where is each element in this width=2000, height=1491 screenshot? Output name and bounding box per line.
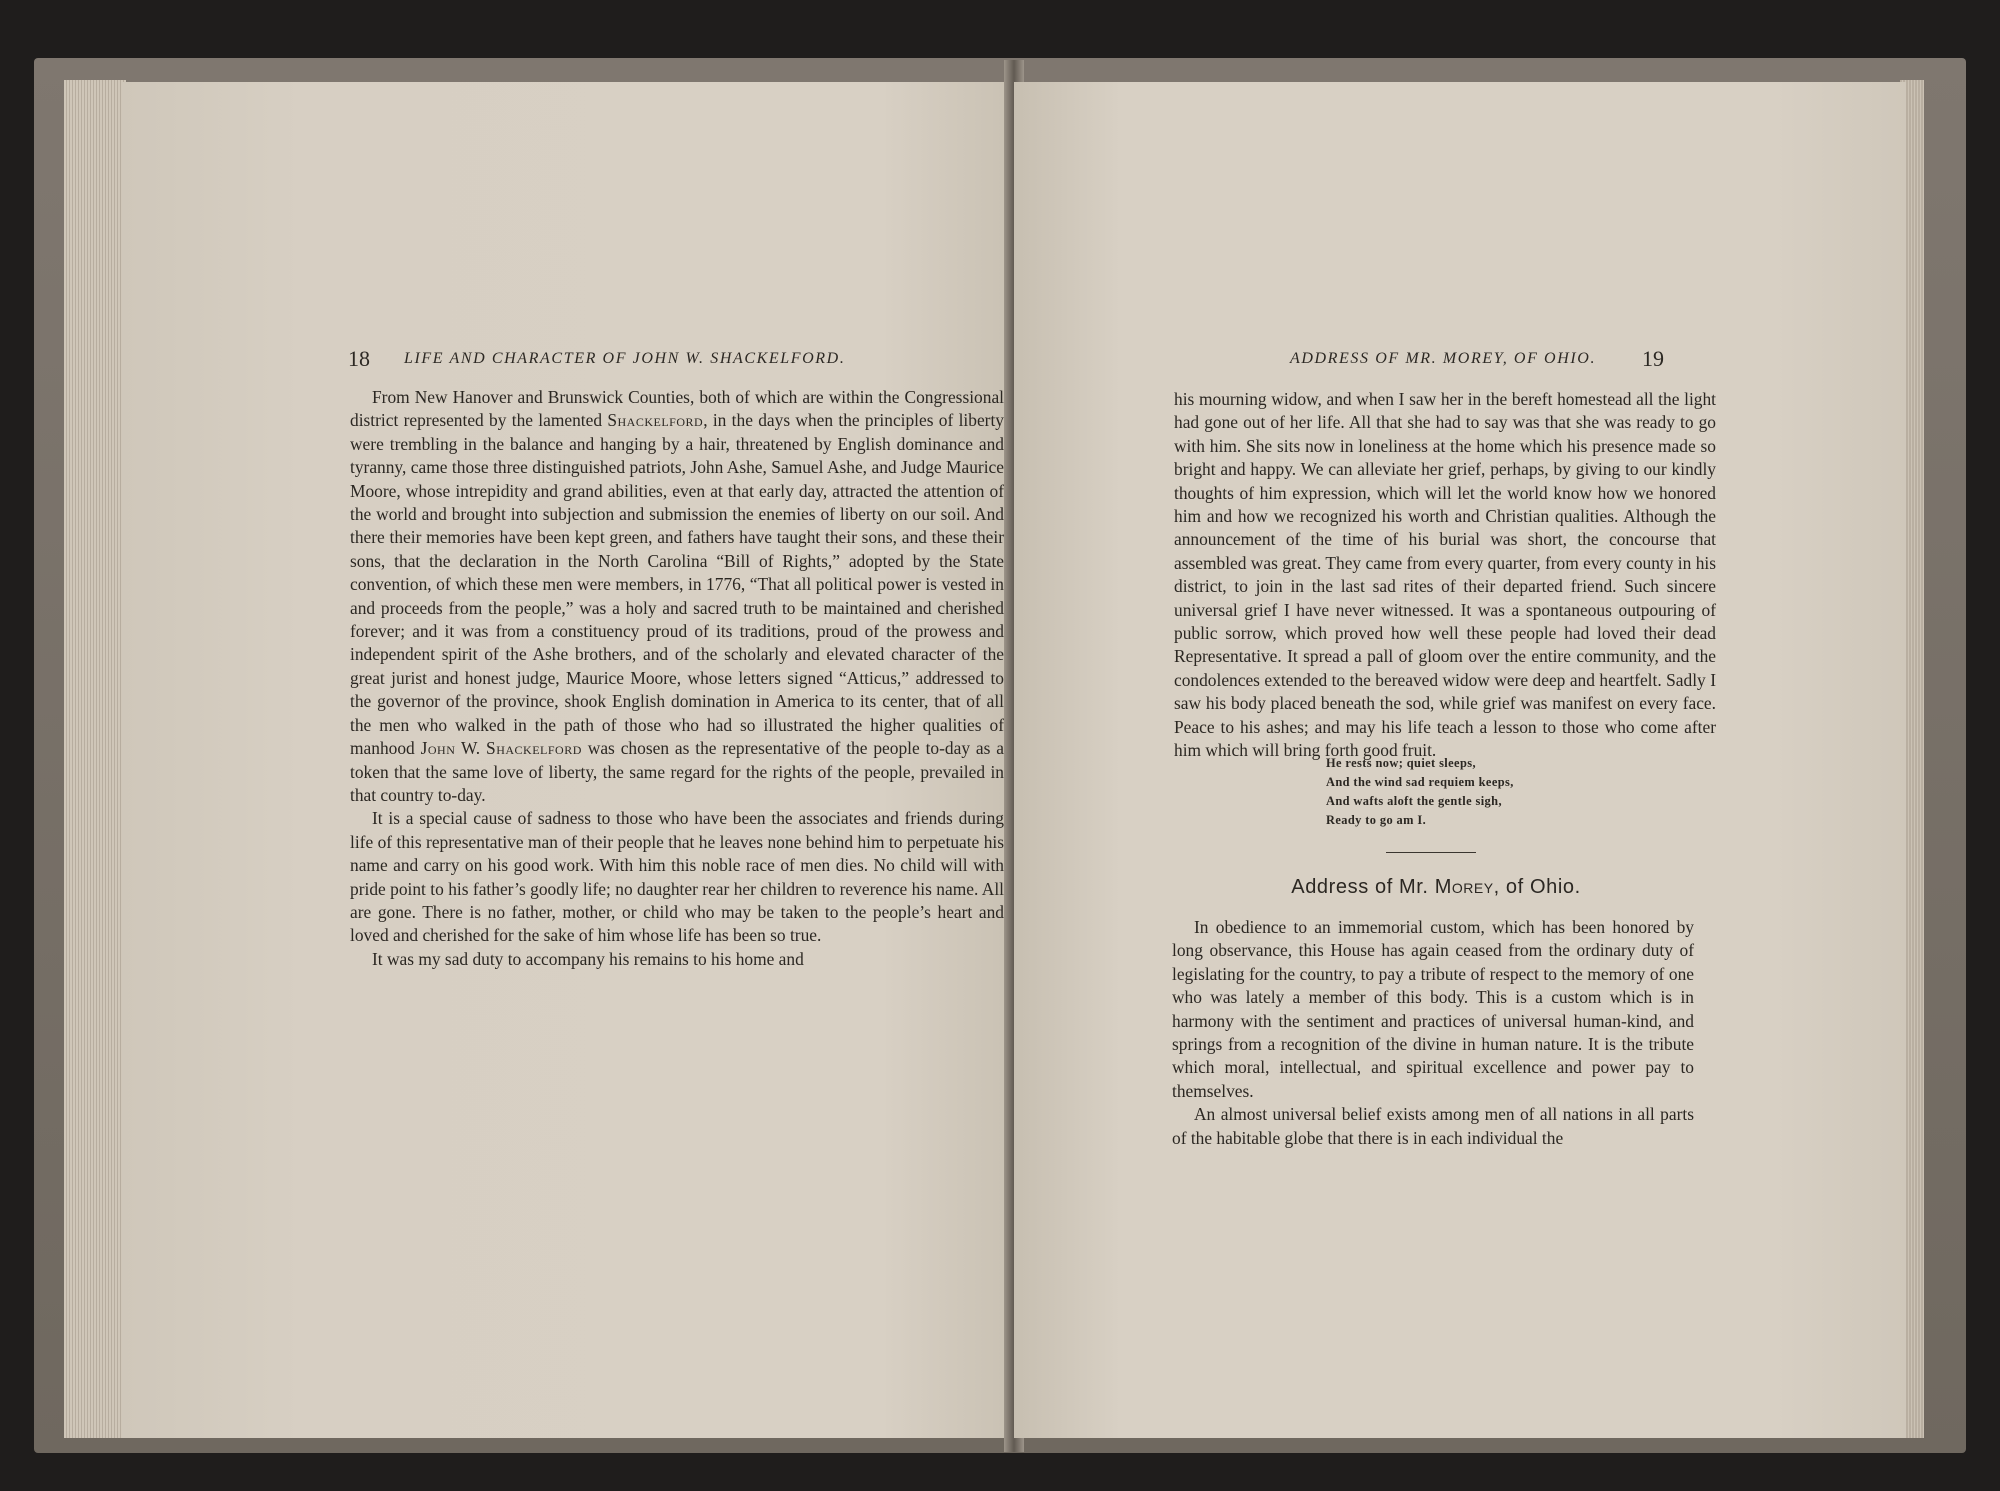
address-text xyxy=(1172,916,1694,1150)
page-number: 18 xyxy=(348,346,370,371)
poem-line: And wafts aloft the gentle sigh, xyxy=(1326,794,1502,808)
text-run: W. xyxy=(455,738,487,759)
paragraph: In obedience to an immemorial custom, which has been honored by long observance, this House has again ceased from the ordinary duty of legislating for the country, to pay a tribute of respect to the memory of one who was lately a member of this body. This is a custom which is in harmony with the sentiment and practices of universal human-kind, and springs from a recognition of the divine in human nature. It is the tribute which moral, intellectual, and spiritual excellence and power pay to themselves. xyxy=(1172,917,1694,1101)
paragraph: It is a special cause of sadness to those who have been the associates and friends during life of this representative man of their people that he leaves none behind him to perpetuate his name and carry on his good work. With him this noble race of men dies. No child will with pride point to his father’s goodly life; no daughter rear her children to reverence his name. All are gone. There is no father, mother, or child who may be taken to the people’s heart and loved and cherished for the sake of him whose life has been so true. xyxy=(350,808,1004,946)
poem-line: And the wind sad requiem keeps, xyxy=(1326,775,1514,789)
page-edges-left xyxy=(64,80,126,1438)
text-run: was chosen as the representative of the people to-day as a token that the same love of liberty, the same regard for the rights of the people, prevailed in that country to-day. xyxy=(350,738,1005,805)
heading-text: Address of Mr. xyxy=(1291,876,1435,898)
paragraph: An almost universal belief exists among men of all nations in all parts of the habitable globe that there is in each individual the xyxy=(1172,1104,1694,1148)
poem-line: He rests now; quiet sleeps, xyxy=(1326,756,1476,770)
paragraph: It was my sad duty to accompany his remains to his home and xyxy=(372,948,804,969)
section-heading xyxy=(1176,876,1696,899)
name-smallcaps: Shackelford xyxy=(486,738,582,759)
page-number: 19 xyxy=(1642,346,1664,371)
poem xyxy=(1326,754,1514,830)
poem-line: Ready to go am I. xyxy=(1326,813,1427,827)
heading-name: Morey xyxy=(1434,876,1494,898)
paragraph xyxy=(350,386,1004,807)
text-run: , in the days when the principles of liberty were trembling in the balance and hanging by a hair, threatened by English dominance and tyranny, came those three distinguished patriots, John Ashe, Samuel Ashe, and Judge Maurice Moore, whose intrepidity and grand abilities, even at that early day, attracted the attention of the world and brought into subjection and submission the enemies of liberty on our soil. And there their memories have been kept green, and fathers have taught their sons, and these their sons, that the declaration in the North Carolina “Bill of Rights,” adopted by the State convention, of which these men were members, in 1776, “That all political power is vested in and proceeds from the people,” was a holy and sacred truth to be maintained and cherished forever; and it was from a constituency proud of its traditions, proud of the prowess and independent spirit of the Ashe brothers, and of the scholarly and elevated character of the great jurist and honest judge, Maurice Moore, whose letters signed “Atticus,” addressed to the governor of the province, shook English domination in America to its center, that of all the men who walked in the path of those who had so illustrated the higher qualities of manhood xyxy=(350,410,1004,759)
name-smallcaps: Shackelford xyxy=(607,410,704,431)
name-smallcaps: John xyxy=(420,738,456,759)
running-head: ADDRESS OF MR. MOREY, OF OHIO. xyxy=(1290,350,1597,367)
heading-text: , of Ohio. xyxy=(1493,876,1581,898)
text-run: From New Hanover and Brunswick Counties, both of which are within the Congressional district represented by the lamented xyxy=(350,387,1004,431)
section-divider xyxy=(1386,852,1476,853)
running-head: LIFE AND CHARACTER OF JOHN W. SHACKELFORD. xyxy=(404,350,846,367)
body-text xyxy=(350,386,1004,971)
paragraph: his mourning widow, and when I saw her in the bereft homestead all the light had gone out of her life. All that she had to say was that she was ready to go with him. She sits now in loneliness at the home which his presence made so bright and happy. We can alleviate her grief, perhaps, by giving to our kindly thoughts of him expression, which will let the world know how we honored him and how we recognized his worth and Christian qualities. Although the announcement of the time of his burial was short, the concourse that assembled was great. They came from every quarter, from every county in his district, to join in the last sad rites of their departed friend. Such sincere universal grief I have never witnessed. It was a spontaneous outpouring of public sorrow, which proved how well these people had loved their dead Representative. It spread a pall of gloom over the entire community, and the condolences extended to the bereaved widow were deep and heartfelt. Sadly I saw his body placed beneath the sod, while grief was manifest on every face. Peace to his ashes; and may his life teach a lesson to those who come after him which will bring forth good fruit. xyxy=(1174,389,1716,761)
body-text xyxy=(1174,388,1716,763)
left-page xyxy=(122,82,1014,1438)
